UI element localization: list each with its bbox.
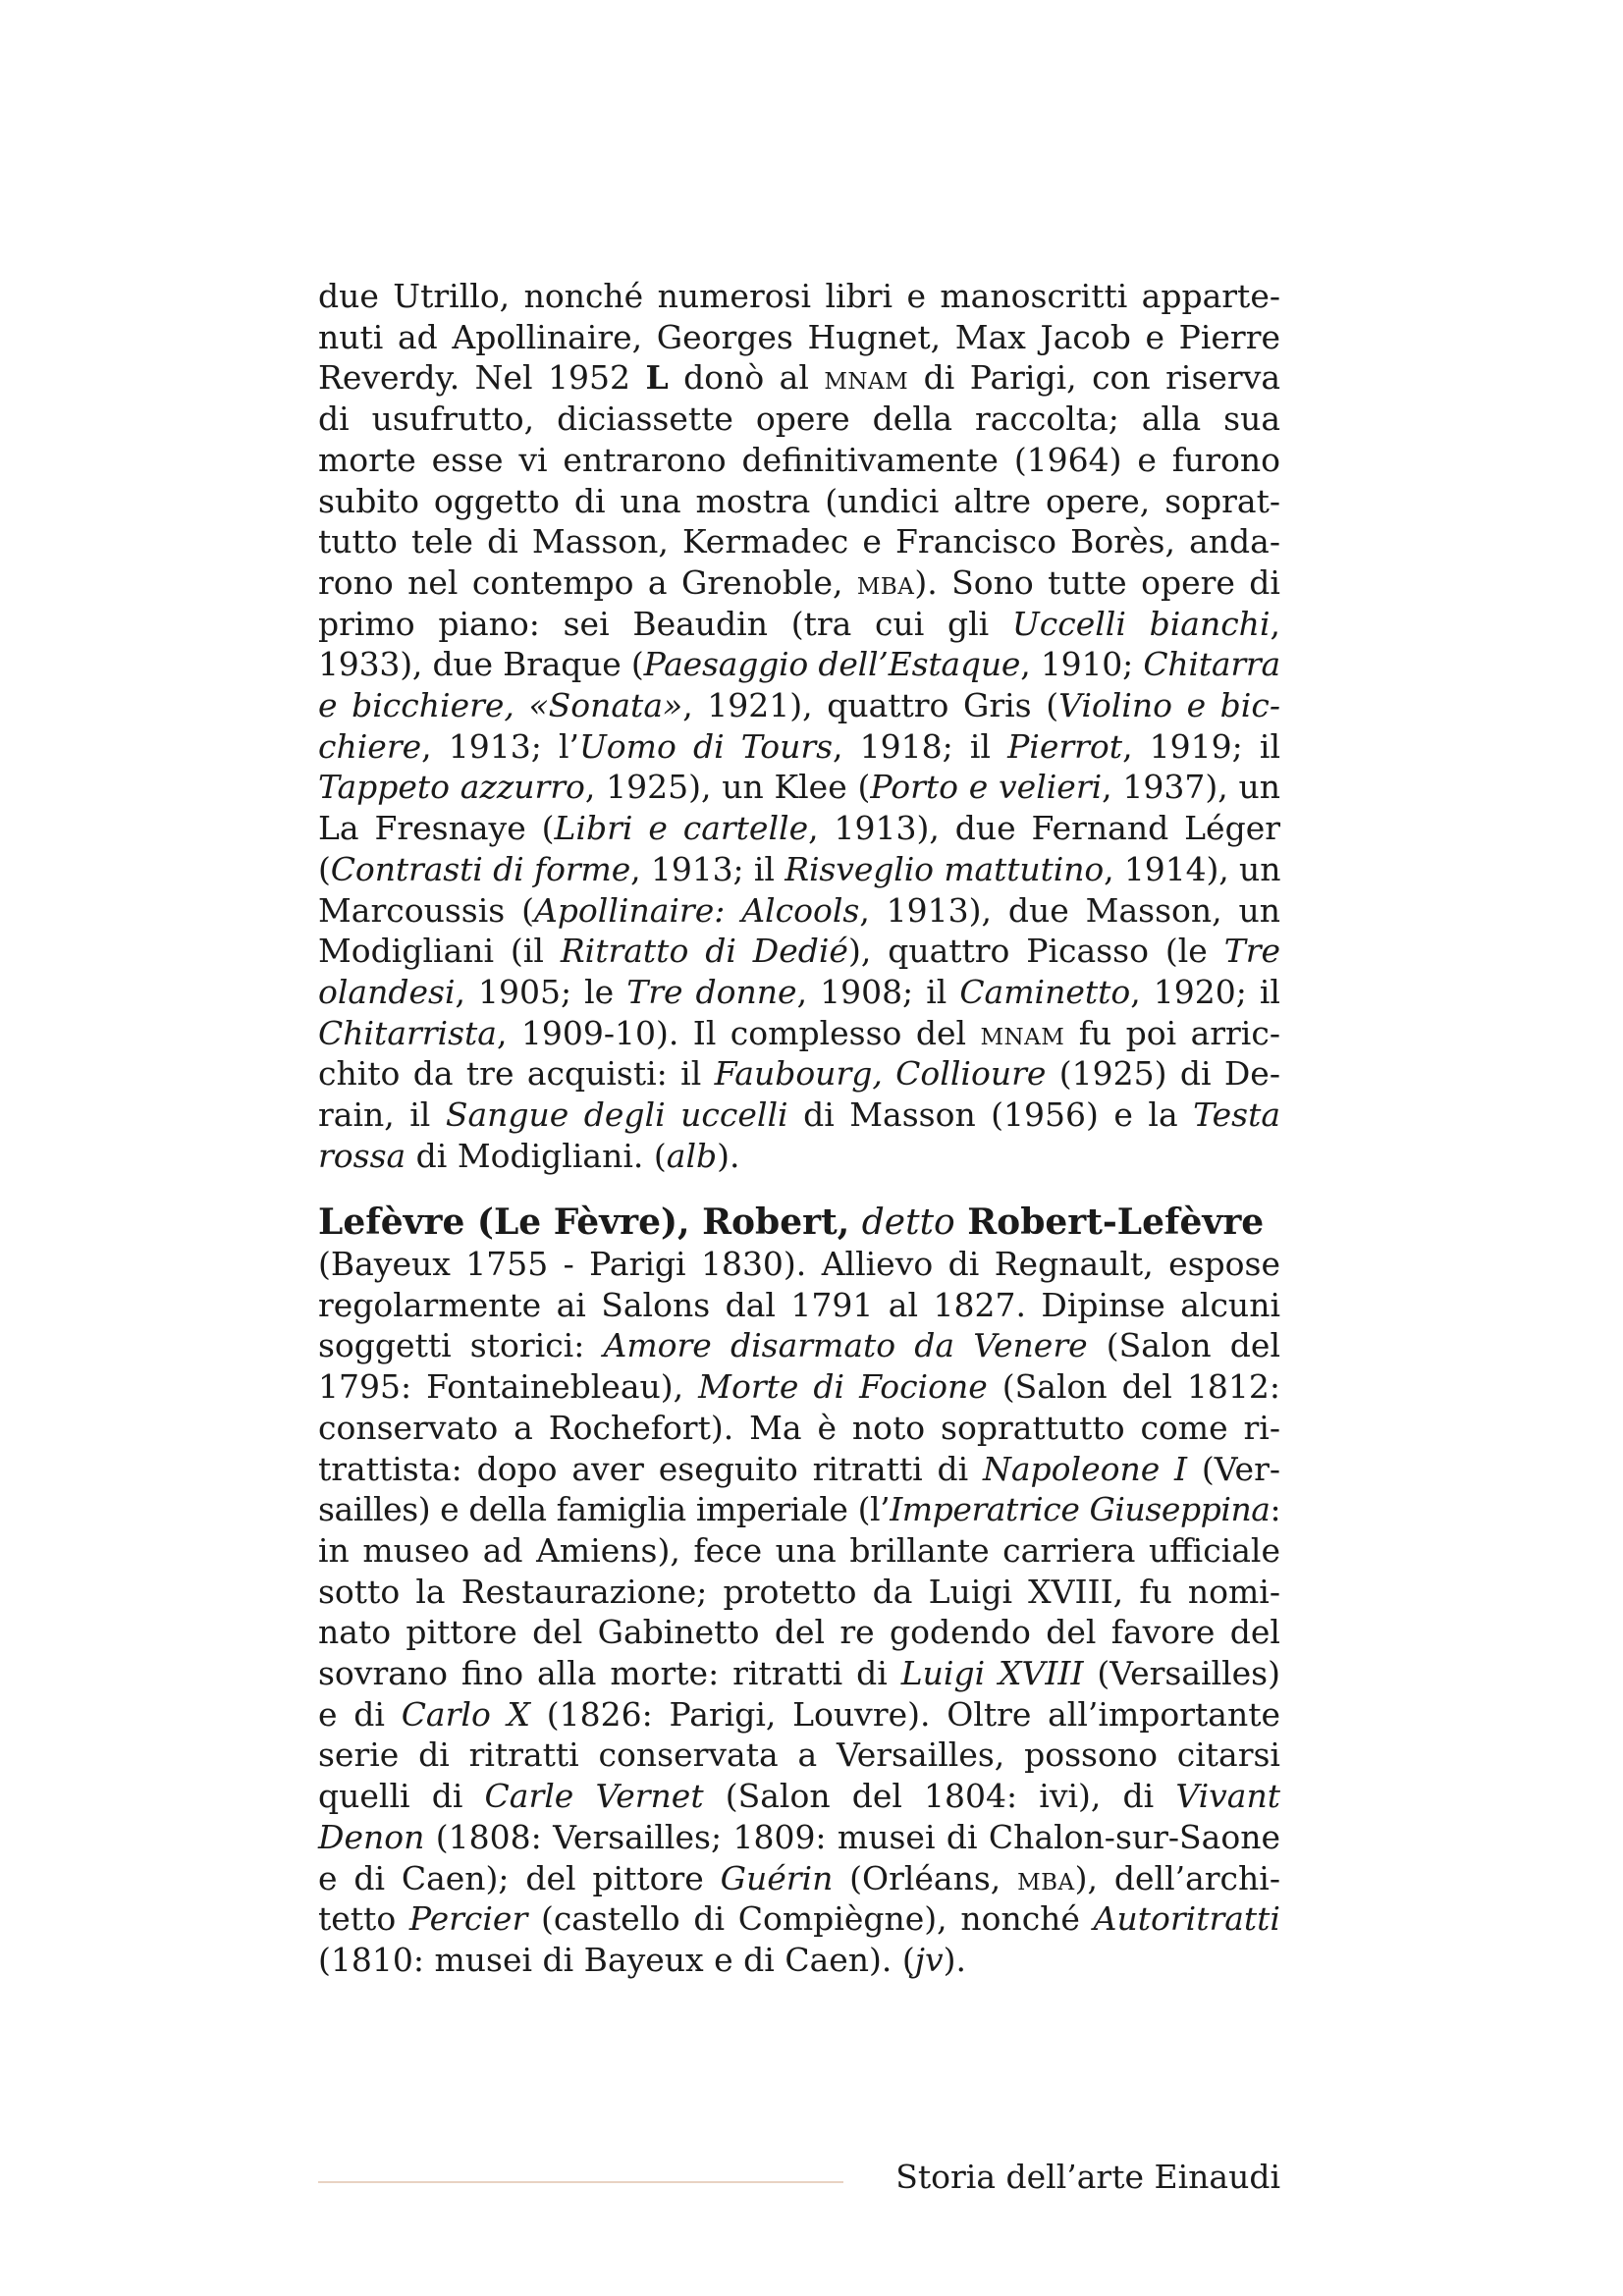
paragraph-collection-description — [318, 276, 1280, 1176]
text-segment: Modigliani (il — [318, 932, 561, 971]
text-segment: , 1913; l’ — [421, 726, 579, 766]
text-segment: , 1919; il — [1122, 726, 1280, 766]
text-segment: Lefèvre (Le Fèvre), Robert, — [318, 1201, 862, 1243]
italic-text-segment: Chitarrista — [318, 1013, 497, 1052]
text-line — [318, 440, 1280, 481]
text-segment: (1925) di De- — [1046, 1054, 1280, 1094]
italic-text-segment: Apollinaire: Alcools — [533, 890, 860, 930]
text-segment: , 1937), un — [1102, 768, 1281, 807]
text-segment: tutto tele di Masson, Kermadec e Francisco Borès, anda- — [318, 522, 1280, 561]
italic-text-segment: jv — [914, 1940, 944, 1979]
text-segment: (Salon del 1804: ivi), di — [703, 1777, 1176, 1816]
text-line — [318, 1053, 1280, 1095]
italic-text-segment: detto — [861, 1202, 955, 1243]
paragraph-entry-biography — [318, 1244, 1280, 1981]
italic-text-segment: Pierrot — [1007, 726, 1123, 766]
text-segment: Reverdy. Nel 1952 — [318, 358, 646, 398]
text-segment: nato pittore del Gabinetto del re godendo del favore del — [318, 1613, 1280, 1652]
text-line — [318, 1530, 1280, 1572]
text-segment: ( — [318, 849, 331, 888]
italic-text-segment: Testa — [1193, 1095, 1281, 1135]
text-segment: rono nel contempo a Grenoble, — [318, 562, 857, 602]
text-segment: nuti ad Apollinaire, Georges Hugnet, Max Jacob e Pierre — [318, 317, 1280, 356]
text-segment: fu poi arric- — [1064, 1013, 1280, 1052]
italic-text-segment: Tappeto azzurro — [318, 768, 585, 807]
text-segment: Robert-Lefèvre — [954, 1201, 1265, 1243]
italic-text-segment: chiere — [318, 726, 422, 766]
text-line — [318, 1898, 1280, 1940]
text-line — [318, 1095, 1280, 1136]
text-segment: (1810: musei di Bayeux e di Caen). ( — [318, 1940, 915, 1979]
footer-rule — [318, 2181, 843, 2183]
text-segment: serie di ritratti conservata a Versailles, possono citarsi — [318, 1735, 1280, 1775]
text-segment: , 1918; il — [833, 726, 1008, 766]
text-line — [318, 644, 1280, 685]
text-line — [318, 1735, 1280, 1776]
italic-text-segment: rossa — [318, 1136, 406, 1175]
text-segment: in museo ad Amiens), fece una brillante carriera ufficiale — [318, 1530, 1280, 1570]
text-segment: (1808: Versailles; 1809: musei di Chalon-sur-Saone — [424, 1817, 1280, 1856]
italic-text-segment: Carlo X — [401, 1694, 531, 1734]
text-segment: La Fresnaye ( — [318, 809, 555, 848]
italic-text-segment: Ritratto di Dedié — [560, 932, 848, 971]
text-segment: subito oggetto di una mostra (undici altre opere, soprat- — [318, 481, 1280, 520]
text-segment: : — [1270, 1490, 1281, 1529]
text-segment: , 1913; il — [630, 849, 785, 888]
text-segment: , 1914), un — [1104, 849, 1281, 888]
text-segment: (Orléans, — [833, 1858, 1018, 1897]
small-caps-text-segment: mba — [1017, 1858, 1075, 1897]
text-line — [318, 972, 1280, 1013]
text-segment: sotto la Restaurazione; protetto da Luigi XVIII, fu nomi- — [318, 1572, 1280, 1611]
text-line — [318, 849, 1280, 890]
italic-text-segment: Sangue degli uccelli — [445, 1095, 788, 1135]
text-segment: , 1913), due Fernand Léger — [808, 809, 1281, 848]
text-segment: rain, il — [318, 1095, 446, 1135]
text-segment: tetto — [318, 1899, 409, 1939]
text-segment: di Parigi, con riserva — [908, 358, 1281, 398]
italic-text-segment: Amore disarmato da Venere — [603, 1326, 1088, 1365]
text-segment: quelli di — [318, 1777, 485, 1816]
text-line — [318, 357, 1280, 399]
text-segment: primo piano: sei Beaudin (tra cui gli — [318, 604, 1012, 643]
text-line — [318, 1572, 1280, 1613]
text-segment: chito da tre acquisti: il — [318, 1054, 715, 1094]
text-line — [318, 685, 1280, 726]
footer-title: Storia dell’arte Einaudi — [895, 2158, 1280, 2196]
text-line — [318, 1653, 1280, 1694]
italic-text-segment: Imperatrice Giuseppina — [890, 1490, 1271, 1529]
entry-heading — [318, 1201, 1280, 1245]
text-line — [318, 562, 1280, 604]
text-segment: di Modigliani. ( — [406, 1136, 667, 1175]
text-segment: (Salon del 1812: — [987, 1367, 1280, 1407]
text-line — [318, 1817, 1280, 1858]
text-segment: soggetti storici: — [318, 1326, 604, 1365]
text-segment: donò al — [668, 358, 825, 398]
italic-text-segment: Morte di Focione — [698, 1367, 988, 1407]
text-line — [318, 931, 1280, 972]
text-segment: , 1908; il — [796, 972, 960, 1011]
text-line — [318, 1013, 1280, 1054]
italic-text-segment: Porto e velieri — [870, 768, 1103, 807]
text-line — [318, 1449, 1280, 1490]
text-line — [318, 890, 1280, 932]
text-segment: di Masson (1956) e la — [787, 1095, 1194, 1135]
text-line — [318, 1694, 1280, 1735]
text-line — [318, 1489, 1280, 1530]
bold-text-segment: L — [645, 358, 669, 398]
text-line — [318, 1136, 1280, 1177]
italic-text-segment: Percier — [408, 1899, 528, 1939]
text-segment: (Salon del — [1087, 1326, 1281, 1365]
text-segment: (1826: Parigi, Louvre). Oltre all’importante — [530, 1694, 1280, 1734]
text-line — [318, 1285, 1280, 1326]
text-segment: ). — [943, 1940, 967, 1979]
italic-text-segment: Libri e cartelle — [554, 809, 809, 848]
italic-text-segment: Guérin — [720, 1858, 834, 1897]
text-segment: , 1920; il — [1130, 972, 1280, 1011]
text-segment: , — [1270, 604, 1280, 643]
text-line — [318, 1776, 1280, 1817]
italic-text-segment: Faubourg, Collioure — [714, 1054, 1047, 1094]
text-segment: sailles) e della famiglia imperiale (l’ — [318, 1490, 891, 1529]
italic-text-segment: Paesaggio dell’Estaque — [643, 645, 1021, 684]
text-segment: , 1925), un Klee ( — [584, 768, 871, 807]
text-segment: 1933), due Braque ( — [318, 645, 644, 684]
text-line — [318, 767, 1280, 808]
text-segment: trattista: dopo aver eseguito ritratti di — [318, 1449, 983, 1488]
italic-text-segment: alb — [666, 1136, 718, 1175]
text-segment: Marcoussis ( — [318, 890, 534, 930]
text-segment: e di Caen); del pittore — [318, 1858, 721, 1897]
small-caps-text-segment: mnam — [980, 1013, 1065, 1052]
text-line — [318, 604, 1280, 645]
text-line — [318, 276, 1280, 317]
italic-text-segment: e bicchiere, «Sonata» — [318, 686, 683, 725]
italic-text-segment: Tre donne — [626, 972, 797, 1011]
text-line — [318, 1244, 1280, 1285]
text-segment: (Bayeux 1755 - Parigi 1830). Allievo di Regnault, espose — [318, 1245, 1280, 1283]
text-segment: due Utrillo, nonché numerosi libri e manoscritti apparte- — [318, 277, 1280, 315]
italic-text-segment: Uomo di Tours — [579, 726, 834, 766]
italic-text-segment: olandesi — [318, 972, 456, 1011]
text-line — [318, 808, 1280, 849]
italic-text-segment: Contrasti di forme — [330, 849, 631, 888]
text-segment: (castello di Compiègne), nonché — [527, 1899, 1094, 1939]
text-segment: , 1905; le — [455, 972, 627, 1011]
text-segment: morte esse vi entrarono definitivamente (1964) e furono — [318, 440, 1280, 479]
text-segment: ). Sono tutte opere di — [914, 562, 1280, 602]
text-line — [318, 481, 1280, 522]
italic-text-segment: Risveglio mattutino — [784, 849, 1105, 888]
italic-text-segment: Napoleone I — [982, 1449, 1188, 1488]
text-segment: ). — [717, 1136, 740, 1175]
text-line — [318, 1366, 1280, 1408]
text-segment: , 1913), due Masson, un — [859, 890, 1280, 930]
text-segment: sovrano fino alla morte: ritratti di — [318, 1654, 901, 1693]
text-segment: e di — [318, 1694, 402, 1734]
text-segment: ), dell’archi- — [1074, 1858, 1280, 1897]
text-line — [318, 1325, 1280, 1366]
text-segment: conservato a Rochefort). Ma è noto soprattutto come ri- — [318, 1408, 1280, 1447]
italic-text-segment: Luigi XVIII — [900, 1654, 1084, 1693]
small-caps-text-segment: mba — [856, 562, 915, 602]
text-segment: ), quattro Picasso (le — [847, 932, 1224, 971]
italic-text-segment: Autoritratti — [1093, 1899, 1280, 1939]
text-segment: regolarmente ai Salons dal 1791 al 1827. Dipinse alcuni — [318, 1285, 1280, 1324]
text-segment: , 1921), quattro Gris ( — [682, 686, 1059, 725]
italic-text-segment: Denon — [318, 1817, 425, 1856]
text-line — [318, 1408, 1280, 1449]
italic-text-segment: Vivant — [1175, 1777, 1280, 1816]
text-segment: di usufrutto, diciassette opere della raccolta; alla sua — [318, 400, 1280, 439]
text-segment: , 1910; — [1020, 645, 1144, 684]
text-line — [318, 1612, 1280, 1653]
text-line — [318, 1858, 1280, 1899]
text-line — [318, 521, 1280, 562]
text-segment: 1795: Fontainebleau), — [318, 1367, 699, 1407]
text-segment: (Ver- — [1187, 1449, 1280, 1488]
text-line — [318, 726, 1280, 768]
italic-text-segment: Caminetto — [959, 972, 1131, 1011]
italic-text-segment: Tre — [1223, 932, 1281, 971]
text-segment: , 1909-10). Il complesso del — [496, 1013, 981, 1052]
italic-text-segment: Carle Vernet — [484, 1777, 704, 1816]
text-line — [318, 399, 1280, 440]
italic-text-segment: Chitarra — [1143, 645, 1280, 684]
small-caps-text-segment: mnam — [824, 358, 909, 398]
text-line — [318, 1940, 1280, 1981]
italic-text-segment: Uccelli bianchi — [1011, 604, 1271, 643]
italic-text-segment: Violino e bic- — [1058, 686, 1280, 725]
text-line — [318, 317, 1280, 358]
text-segment: (Versailles) — [1083, 1654, 1280, 1693]
